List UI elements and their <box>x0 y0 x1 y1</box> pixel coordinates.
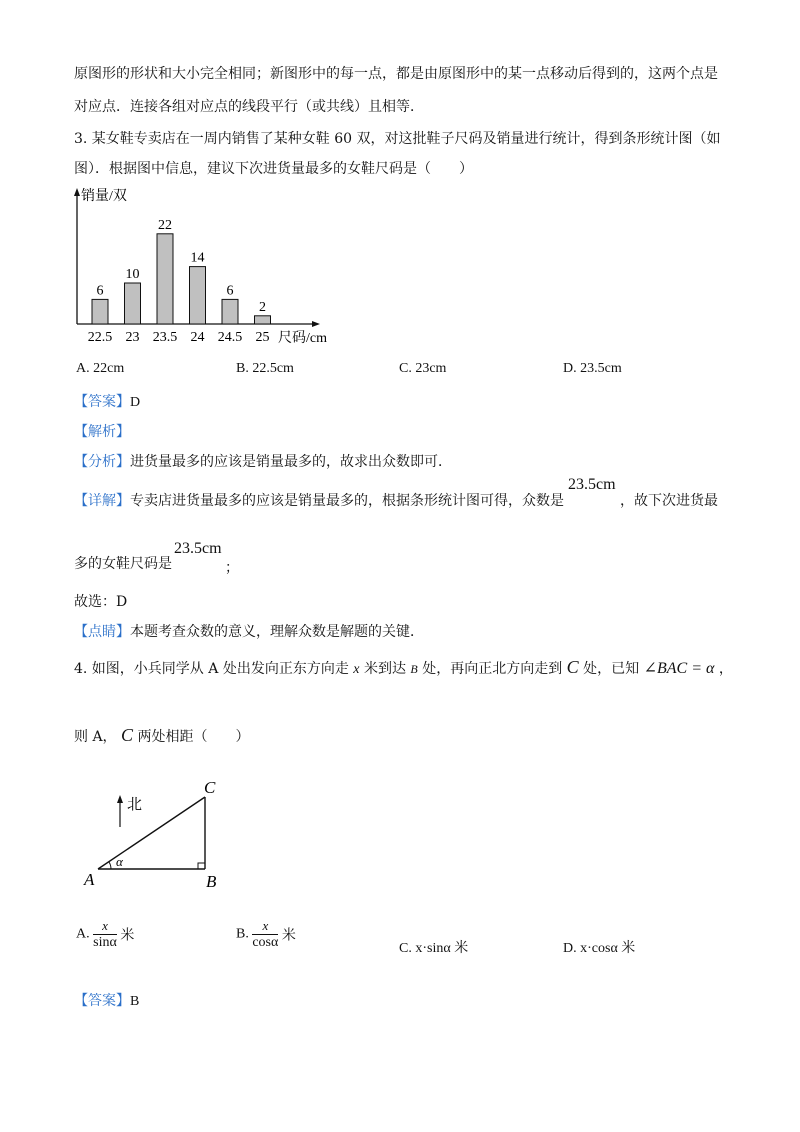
comment-tag: 【点睛】 <box>74 624 130 640</box>
option-label: D. <box>563 361 577 376</box>
x-tick-label: 23.5 <box>152 330 178 345</box>
option-text: 22.5cm <box>252 361 294 376</box>
option-label: D. <box>563 941 577 956</box>
bar <box>157 234 173 324</box>
q4-var-c: C <box>566 657 579 677</box>
q3-stem-line-2: 图）．根据图中信息，建议下次进货量最多的女鞋尺码是（ ） <box>74 161 473 177</box>
q4-option-d[interactable] <box>563 937 635 957</box>
numerator: x <box>252 918 278 935</box>
q4-stem2-a: 则 A， <box>74 729 117 745</box>
q3-option-a[interactable] <box>76 361 124 377</box>
q4-option-a[interactable] <box>76 918 134 951</box>
q3-option-d[interactable] <box>563 361 622 377</box>
q4-stem-e: ， <box>718 661 733 677</box>
q3-choose: 故选：D <box>74 594 128 610</box>
x-tick-label: 24 <box>190 330 205 345</box>
numerator: x <box>93 918 117 935</box>
option-label: C. <box>399 941 412 956</box>
unit: 米 <box>621 941 636 956</box>
detail-value: 23.5cm <box>568 476 616 493</box>
unit: 米 <box>281 928 296 944</box>
expression: x·sinα <box>415 941 451 956</box>
bar-value-label: 10 <box>125 267 140 282</box>
shoe-size-bar-chart <box>66 182 346 352</box>
unit: 米 <box>120 928 135 944</box>
denominator: cosα <box>252 935 279 950</box>
option-label: A. <box>76 926 90 942</box>
bar-value-label: 22 <box>158 217 172 233</box>
q3-detail-line-1 <box>74 490 564 510</box>
bar <box>255 316 271 324</box>
q4-stem-a: 4. 如图，小兵同学从 A 处出发向正东方向走 <box>74 661 349 677</box>
y-axis-arrow-icon <box>74 188 80 196</box>
q4-var-b: B <box>410 662 418 676</box>
fraction <box>93 918 117 951</box>
fraction <box>252 918 278 951</box>
option-label: A. <box>76 361 90 376</box>
denominator: sinα <box>93 935 117 950</box>
q3-fenxi <box>74 451 452 471</box>
q3-answer <box>74 391 140 411</box>
bar-value-label: 6 <box>96 283 104 299</box>
bar <box>125 283 141 324</box>
north-label: 北 <box>127 797 143 813</box>
option-text: 23.5cm <box>580 361 622 376</box>
angle-arc <box>109 862 111 869</box>
expression: x·cosα <box>580 941 618 956</box>
bar-value-label: 2 <box>259 299 266 315</box>
comment-text: 本题考查众数的意义，理解众数是解题的关键． <box>130 624 424 640</box>
q4-stem2-c: C <box>121 725 134 745</box>
intro-line-1: 原图形的形状和大小完全相同；新图形中的每一点，都是由原图形中的某一点移动后得到的，这两个点是 <box>74 66 718 82</box>
q4-option-c[interactable] <box>399 937 468 957</box>
unit: 米 <box>454 941 469 956</box>
q4-angle: ∠BAC = α <box>643 660 715 677</box>
q4-var-x: x <box>353 662 360 677</box>
answer-value: B <box>130 994 140 1009</box>
right-angle-mark <box>198 863 205 869</box>
option-label: B. <box>236 926 249 942</box>
point-c-label: C <box>204 778 216 797</box>
x-tick-label: 24.5 <box>217 330 243 345</box>
x-axis-label: 尺码/cm <box>278 331 327 346</box>
detail-text-b: ，故下次进货最 <box>620 493 718 509</box>
q4-stem-c: 处，再向正北方向走到 <box>422 661 563 677</box>
point-a-label: A <box>84 870 95 889</box>
q3-detail-line-2: 多的女鞋尺码是 <box>74 556 172 572</box>
option-label: B. <box>236 361 249 376</box>
bar-value-label: 6 <box>226 283 234 299</box>
x-tick-label: 22.5 <box>87 330 113 345</box>
q3-comment <box>74 621 424 641</box>
side-ac <box>98 797 205 869</box>
q4-stem-line-2 <box>74 725 249 746</box>
intro-line-2: 对应点．连接各组对应点的线段平行（或共线）且相等． <box>74 99 424 115</box>
answer-tag: 【答案】 <box>74 993 130 1009</box>
fenxi-tag: 【分析】 <box>74 454 130 470</box>
detail-text-a: 专卖店进货量最多的应该是销量最多的，根据条形统计图可得，众数是 <box>130 493 564 509</box>
q4-stem-d: 处，已知 <box>583 661 640 677</box>
q3-stem-line-1: 3. 某女鞋专卖店在一周内销售了某种女鞋 60 双，对这批鞋子尺码及销量进行统计，得到条形统计图（如 <box>74 131 721 147</box>
detail-value-2: 23.5cm <box>174 540 222 557</box>
option-text: 23cm <box>415 361 447 376</box>
x-axis-arrow-icon <box>312 321 320 327</box>
q4-stem2-b: 两处相距（ ） <box>137 729 250 745</box>
option-text: 22cm <box>93 361 125 376</box>
answer-value: D <box>130 395 141 410</box>
detail-tag: 【详解】 <box>74 493 130 509</box>
q4-answer <box>74 990 139 1010</box>
q4-option-b[interactable] <box>236 918 296 951</box>
option-label: C. <box>399 361 412 376</box>
x-tick-label: 25 <box>255 330 270 345</box>
y-axis-label: 销量/双 <box>81 189 127 204</box>
north-arrowhead-icon <box>117 795 123 803</box>
angle-label: α <box>116 854 123 869</box>
fenxi-text: 进货量最多的应该是销量最多的，故求出众数即可． <box>130 454 452 470</box>
q4-stem-b: 米到达 <box>363 661 406 677</box>
q3-option-b[interactable] <box>236 361 294 377</box>
q3-analysis-tag: 【解析】 <box>74 424 130 440</box>
bar <box>222 299 238 324</box>
answer-tag: 【答案】 <box>74 394 130 410</box>
x-tick-label: 23 <box>125 330 140 345</box>
point-b-label: B <box>206 872 217 891</box>
triangle-figure <box>80 775 250 895</box>
bar <box>92 299 108 324</box>
q3-option-c[interactable] <box>399 361 446 377</box>
q4-stem-line-1 <box>74 657 733 678</box>
bar <box>190 267 206 324</box>
bar-value-label: 14 <box>190 250 205 266</box>
detail-text-d: ； <box>225 560 239 576</box>
